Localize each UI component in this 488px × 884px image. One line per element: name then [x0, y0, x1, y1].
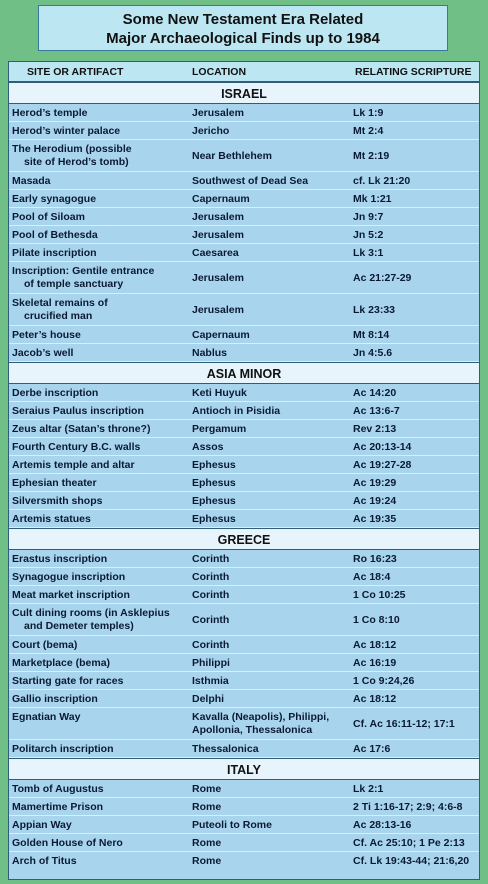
location-text: Corinth [192, 589, 230, 601]
site-cell [12, 553, 190, 566]
scripture-cell: Lk 2:1 [353, 783, 384, 795]
scripture-cell: cf. Lk 21:20 [353, 175, 411, 187]
location-cell [192, 150, 352, 163]
site-cell [12, 347, 190, 360]
header-site: SITE OR ARTIFACT [27, 66, 124, 78]
location-cell [192, 211, 352, 224]
scripture-cell: Ac 19:29 [353, 477, 397, 489]
location-cell [192, 614, 352, 627]
site-cell [12, 657, 190, 670]
site-cell [12, 265, 190, 290]
location-text: Philippi [192, 657, 230, 669]
location-cell [192, 693, 352, 706]
table-header [9, 62, 479, 82]
scripture-cell: Cf. Lk 19:43-44; 21:6,20 [353, 855, 470, 867]
site-cell [12, 441, 190, 454]
site-text-line2: site of Herod’s tomb) [24, 155, 129, 168]
location-text: Keti Huyuk [192, 387, 247, 399]
site-text: Skeletal remains of [12, 297, 108, 309]
location-text: Ephesus [192, 477, 236, 489]
location-cell [192, 657, 352, 670]
site-text: Pilate inscription [12, 247, 97, 259]
scripture-cell: Ac 19:24 [353, 495, 397, 507]
location-cell [192, 639, 352, 652]
site-text: Meat market inscription [12, 589, 130, 601]
location-text: Corinth [192, 553, 230, 565]
site-text: Appian Way [12, 819, 72, 831]
site-cell [12, 297, 190, 322]
site-cell [12, 329, 190, 342]
section-header: ISRAEL [9, 82, 479, 104]
scripture-cell: 1 Co 8:10 [353, 614, 400, 626]
section-header: ITALY [9, 758, 479, 780]
location-text: Jerusalem [192, 272, 244, 284]
location-text: Rome [192, 855, 222, 867]
location-text: Delphi [192, 693, 225, 705]
location-text: Rome [192, 837, 222, 849]
table-row [9, 474, 479, 492]
scripture-cell: 2 Ti 1:16-17; 2:9; 4:6-8 [353, 801, 463, 813]
site-cell [12, 107, 190, 120]
location-text: Ephesus [192, 495, 236, 507]
site-text: Starting gate for races [12, 675, 124, 687]
site-text-line2: of temple sanctuary [24, 277, 124, 290]
table-row [9, 798, 479, 816]
site-cell [12, 855, 190, 868]
site-text-line2: and Demeter temples) [24, 619, 134, 632]
title-line-1: Some New Testament Era Related [122, 11, 364, 28]
site-text: Marketplace (bema) [12, 657, 111, 669]
location-cell [192, 513, 352, 526]
scripture-cell: Jn 5:2 [353, 229, 384, 241]
location-text: Corinth [192, 571, 230, 583]
site-text: Pool of Bethesda [12, 229, 98, 241]
table-row [9, 604, 479, 636]
title-line-2: Major Archaeological Finds up to 1984 [106, 30, 380, 47]
site-text: Gallio inscription [12, 693, 98, 705]
scripture-cell: Ac 28:13-16 [353, 819, 412, 831]
location-cell [192, 272, 352, 285]
location-cell [192, 819, 352, 832]
scripture-cell: Jn 9:7 [353, 211, 384, 223]
site-cell [12, 607, 190, 632]
location-cell [192, 783, 352, 796]
location-cell [192, 347, 352, 360]
scripture-cell: Mt 2:19 [353, 150, 390, 162]
site-text: Court (bema) [12, 639, 78, 651]
location-cell [192, 459, 352, 472]
table-row [9, 510, 479, 528]
site-text: Tomb of Augustus [12, 783, 104, 795]
scripture-cell: Ac 18:4 [353, 571, 391, 583]
site-cell [12, 423, 190, 436]
table-row [9, 740, 479, 758]
site-cell [12, 387, 190, 400]
site-text: Herod’s temple [12, 107, 88, 119]
site-cell [12, 513, 190, 526]
location-cell [192, 405, 352, 418]
location-cell [192, 743, 352, 756]
site-text: Masada [12, 175, 51, 187]
location-cell [192, 229, 352, 242]
location-text: Puteoli to Rome [192, 819, 272, 831]
scripture-cell: Mk 1:21 [353, 193, 392, 205]
table-row [9, 438, 479, 456]
location-cell [192, 175, 352, 188]
scripture-cell: Lk 1:9 [353, 107, 384, 119]
site-text: Artemis temple and altar [12, 459, 135, 471]
scripture-cell: Ac 16:19 [353, 657, 397, 669]
location-cell [192, 125, 352, 138]
location-cell [192, 477, 352, 490]
site-cell [12, 175, 190, 188]
location-cell [192, 423, 352, 436]
location-cell [192, 107, 352, 120]
location-cell [192, 304, 352, 317]
scripture-cell: Mt 2:4 [353, 125, 384, 137]
location-cell [192, 329, 352, 342]
site-cell [12, 675, 190, 688]
site-text: Artemis statues [12, 513, 91, 525]
site-text: Jacob’s well [12, 347, 74, 359]
scripture-cell: Ac 20:13-14 [353, 441, 412, 453]
site-text: Politarch inscription [12, 743, 114, 755]
site-cell [12, 589, 190, 602]
location-text: Caesarea [192, 247, 239, 259]
section-header: ASIA MINOR [9, 362, 479, 384]
site-text: Zeus altar (Satan’s throne?) [12, 423, 151, 435]
location-cell [192, 855, 352, 868]
location-text-line2: Apollonia, Thessalonica [192, 723, 313, 736]
location-text: Near Bethlehem [192, 150, 272, 162]
location-cell [192, 837, 352, 850]
site-text: Silversmith shops [12, 495, 103, 507]
site-cell [12, 247, 190, 260]
location-cell [192, 495, 352, 508]
site-text: Seraius Paulus inscription [12, 405, 144, 417]
location-text: Thessalonica [192, 743, 259, 755]
site-cell [12, 405, 190, 418]
table-row [9, 690, 479, 708]
scripture-cell: Lk 23:33 [353, 304, 396, 316]
table-row [9, 708, 479, 740]
location-text: Corinth [192, 639, 230, 651]
scripture-cell: Mt 8:14 [353, 329, 390, 341]
table-row [9, 172, 479, 190]
table-row [9, 672, 479, 690]
site-cell [12, 495, 190, 508]
table-row [9, 852, 479, 870]
table-row [9, 344, 479, 362]
site-cell [12, 693, 190, 706]
table-row [9, 586, 479, 604]
scripture-cell: Jn 4:5.6 [353, 347, 393, 359]
scripture-cell: Ac 19:35 [353, 513, 397, 525]
table-row [9, 834, 479, 852]
table-row [9, 780, 479, 798]
site-cell [12, 783, 190, 796]
location-cell [192, 589, 352, 602]
scripture-cell: Ac 21:27-29 [353, 272, 412, 284]
table-row [9, 402, 479, 420]
table-row [9, 122, 479, 140]
location-text: Capernaum [192, 329, 250, 341]
location-text: Jerusalem [192, 229, 244, 241]
table-row [9, 636, 479, 654]
site-text: Egnatian Way [12, 711, 81, 723]
site-cell [12, 801, 190, 814]
location-text: Rome [192, 783, 222, 795]
site-text: Early synagogue [12, 193, 97, 205]
finds-table [8, 61, 480, 880]
table-row [9, 568, 479, 586]
scripture-cell: Rev 2:13 [353, 423, 397, 435]
scripture-cell: Cf. Ac 25:10; 1 Pe 2:13 [353, 837, 465, 849]
location-text: Jerusalem [192, 211, 244, 223]
site-text-line2: crucified man [24, 309, 93, 322]
table-row [9, 456, 479, 474]
table-row [9, 244, 479, 262]
scripture-cell: Lk 3:1 [353, 247, 384, 259]
scripture-cell: Ac 13:6-7 [353, 405, 400, 417]
site-text: The Herodium (possible [12, 143, 132, 155]
page-title [38, 5, 448, 51]
site-cell [12, 571, 190, 584]
table-row [9, 816, 479, 834]
site-cell [12, 459, 190, 472]
site-text: Pool of Siloam [12, 211, 85, 223]
scripture-cell: Cf. Ac 16:11-12; 17:1 [353, 718, 455, 730]
site-cell [12, 819, 190, 832]
site-cell [12, 143, 190, 168]
site-text: Mamertime Prison [12, 801, 104, 813]
location-text: Ephesus [192, 513, 236, 525]
location-text: Jericho [192, 125, 230, 137]
location-text: Jerusalem [192, 304, 244, 316]
location-text: Ephesus [192, 459, 236, 471]
site-text: Ephesian theater [12, 477, 97, 489]
location-cell [192, 571, 352, 584]
site-cell [12, 125, 190, 138]
table-row [9, 104, 479, 122]
location-text: Capernaum [192, 193, 250, 205]
section-header: GREECE [9, 528, 479, 550]
table-row [9, 190, 479, 208]
scripture-cell: Ac 14:20 [353, 387, 397, 399]
scripture-cell: Ro 16:23 [353, 553, 397, 565]
scripture-cell: Ac 18:12 [353, 693, 397, 705]
site-cell [12, 193, 190, 206]
location-cell [192, 553, 352, 566]
site-cell [12, 743, 190, 756]
header-scripture: RELATING SCRIPTURE [355, 66, 472, 78]
site-text: Cult dining rooms (in Asklepius [12, 607, 170, 619]
location-text: Antioch in Pisidia [192, 405, 281, 417]
site-cell [12, 639, 190, 652]
scripture-cell: 1 Co 9:24,26 [353, 675, 415, 687]
location-text: Assos [192, 441, 224, 453]
location-text: Jerusalem [192, 107, 244, 119]
site-cell [12, 229, 190, 242]
site-text: Golden House of Nero [12, 837, 123, 849]
site-text: Fourth Century B.C. walls [12, 441, 141, 453]
scripture-cell: 1 Co 10:25 [353, 589, 406, 601]
table-row [9, 208, 479, 226]
site-cell [12, 477, 190, 490]
location-text: Nablus [192, 347, 228, 359]
scripture-cell: Ac 18:12 [353, 639, 397, 651]
table-row [9, 140, 479, 172]
table-row [9, 262, 479, 294]
table-row [9, 384, 479, 402]
site-text: Erastus inscription [12, 553, 108, 565]
table-row [9, 420, 479, 438]
site-text: Inscription: Gentile entrance [12, 265, 155, 277]
location-text: Corinth [192, 614, 230, 626]
location-text: Rome [192, 801, 222, 813]
location-cell [192, 387, 352, 400]
site-cell [12, 837, 190, 850]
table-row [9, 294, 479, 326]
site-text: Arch of Titus [12, 855, 77, 867]
location-text: Pergamum [192, 423, 247, 435]
site-cell [12, 711, 190, 724]
header-location: LOCATION [192, 66, 247, 78]
site-text: Herod’s winter palace [12, 125, 121, 137]
location-cell [192, 247, 352, 260]
location-cell [192, 711, 352, 736]
site-text: Derbe inscription [12, 387, 99, 399]
location-cell [192, 441, 352, 454]
location-cell [192, 675, 352, 688]
scripture-cell: Ac 19:27-28 [353, 459, 412, 471]
location-cell [192, 801, 352, 814]
site-text: Synagogue inscription [12, 571, 126, 583]
site-text: Peter’s house [12, 329, 81, 341]
table-row [9, 550, 479, 568]
location-text: Kavalla (Neapolis), Philippi, [192, 711, 330, 723]
table-row [9, 492, 479, 510]
location-text: Southwest of Dead Sea [192, 175, 309, 187]
site-cell [12, 211, 190, 224]
table-row [9, 326, 479, 344]
location-text: Isthmia [192, 675, 229, 687]
table-row [9, 226, 479, 244]
scripture-cell: Ac 17:6 [353, 743, 391, 755]
location-cell [192, 193, 352, 206]
table-row [9, 654, 479, 672]
